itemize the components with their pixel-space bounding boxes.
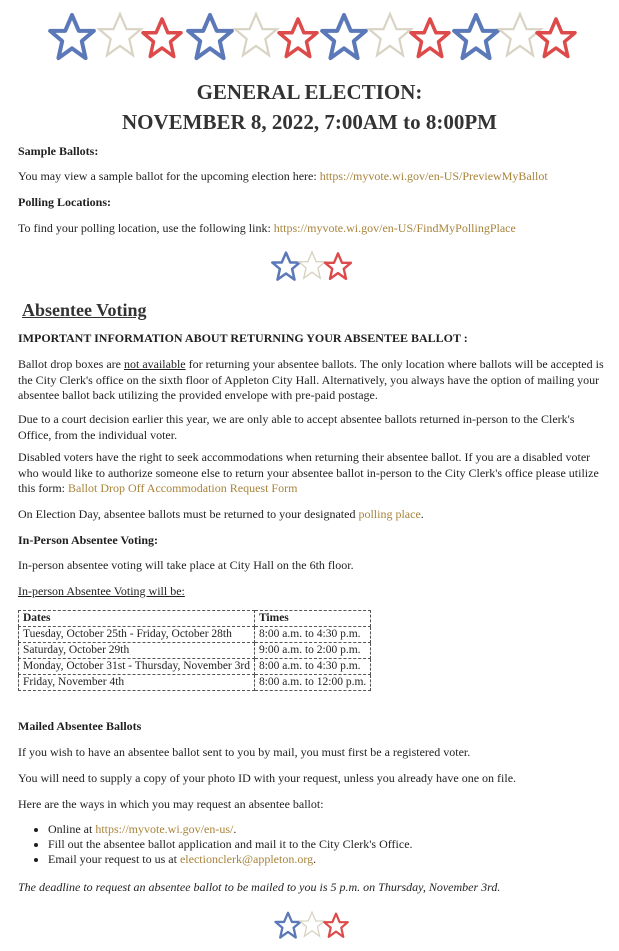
email-period: . [313,852,317,866]
mail-application-text: Fill out the absentee ballot application and mail it to the City Clerk's Office. [48,837,413,851]
accommodation-form-link[interactable]: Ballot Drop Off Accommodation Request Form [68,481,298,495]
email-text: Email your request to us at [48,852,180,866]
table-row [19,627,371,643]
star-divider-bottom [272,908,352,942]
star-divider-middle [268,248,356,284]
online-text: Online at [48,822,96,836]
myvote-link[interactable]: https://myvote.wi.gov/en-us/ [95,822,234,836]
schedule-label: In-person Absentee Voting will be: [18,584,185,598]
election-day-paragraph [18,507,608,523]
accommodation-text: Disabled voters have the right to seek accommodations when returning their absentee ballot. If you are a disabled voter who would like to authorize someone else to return your absentee ballot in-person to the City Clerk's office please utilize this form: [18,450,599,495]
blue-star-icon [188,15,232,58]
faint-star-icon [235,14,277,55]
table-row [19,659,371,675]
sample-ballot-link[interactable]: https://myvote.wi.gov/en-US/PreviewMyBallot [319,169,548,183]
sample-ballots-label: You may view a sample ballot for the upcoming election here: [18,169,320,183]
red-star-icon [325,253,351,279]
polling-locations-heading: Polling Locations: [18,195,112,209]
table-row [19,675,371,691]
list-item [48,822,608,837]
absentee-voting-heading: Absentee Voting [22,300,147,320]
faint-star-icon [300,912,324,936]
in-person-text: In-person absentee voting will take place at City Hall on the 6th floor. [18,558,354,572]
polling-place-link[interactable]: https://myvote.wi.gov/en-US/FindMyPollingPlace [273,221,516,235]
list-item [48,852,608,867]
time-cell: 8:00 a.m. to 12:00 p.m. [254,675,370,691]
faint-star-icon [499,14,541,55]
dates-column-header: Dates [19,611,255,627]
sample-ballots-heading: Sample Ballots: [18,144,99,158]
in-person-schedule-table [18,610,371,691]
email-link[interactable]: electionclerk@appleton.org [179,852,314,866]
times-column-header: Times [254,611,370,627]
in-person-heading: In-Person Absentee Voting: [18,533,159,547]
faint-star-icon [369,14,411,55]
polling-locations-label: To find your polling location, use the following link: [18,221,274,235]
red-star-icon [279,19,317,57]
date-cell: Monday, October 31st - Thursday, November 3rd [19,659,255,675]
photo-id-paragraph: You will need to supply a copy of your photo ID with your request, unless you already have one on file. [18,771,517,785]
blue-star-icon [454,15,498,58]
polling-locations-text [18,221,608,237]
title-line-2: NOVEMBER 8, 2022, 7:00AM to 8:00PM [121,110,498,134]
request-ways-list [18,822,608,867]
time-cell: 8:00 a.m. to 4:30 p.m. [254,627,370,643]
table-row [19,643,371,659]
election-day-text: On Election Day, absentee ballots must be returned to your designated [18,507,359,521]
title-line-1: GENERAL ELECTION: [196,80,423,104]
polling-place-text-link[interactable]: polling place [358,507,421,521]
important-info-heading: IMPORTANT INFORMATION ABOUT RETURNING YOUR ABSENTEE BALLOT : [18,331,468,345]
time-cell: 9:00 a.m. to 2:00 p.m. [254,643,370,659]
red-star-icon [537,19,575,57]
blue-star-icon [322,15,366,58]
drop-box-text-a: Ballot drop boxes are [18,357,124,371]
online-period: . [233,822,237,836]
faint-star-icon [99,14,141,55]
registered-voter-paragraph: If you wish to have an absentee ballot sent to you by mail, you must first be a registered voter. [18,745,471,759]
red-star-icon [143,19,181,57]
deadline-note: The deadline to request an absentee ballot to be mailed to you is 5 p.m. on Thursday, November 3rd. [18,880,501,894]
accommodation-paragraph [18,450,608,497]
mailed-ballots-heading: Mailed Absentee Ballots [18,719,142,733]
time-cell: 8:00 a.m. to 4:30 p.m. [254,659,370,675]
star-banner-top [44,8,580,66]
drop-box-paragraph [18,357,608,404]
blue-star-icon [50,15,94,58]
faint-star-icon [299,252,326,278]
table-header-row [19,611,371,627]
court-decision-paragraph: Due to a court decision earlier this year, we are only able to accept absentee ballots returned in-person to the Clerk's Office, from the individual voter. [18,412,575,442]
request-ways-paragraph: Here are the ways in which you may request an absentee ballot: [18,797,324,811]
blue-star-icon [275,913,300,938]
date-cell: Tuesday, October 25th - Friday, October 28th [19,627,255,643]
not-available-text: not available [123,357,186,371]
date-cell: Saturday, October 29th [19,643,255,659]
blue-star-icon [272,253,299,280]
sample-ballots-text [18,169,608,185]
date-cell: Friday, November 4th [19,675,255,691]
list-item [48,837,608,852]
red-star-icon [411,19,449,57]
drop-box-text-b: for returning your absentee ballots. The only location where ballots will be accepted is the City Clerk's office on the sixth floor of Appleton City Hall. Alternatively, you always have the option of mailing your absentee ballot back utilizing the provided envelope with pre-paid postage. [18,357,604,402]
election-day-period: . [420,507,424,521]
red-star-icon [324,914,348,937]
